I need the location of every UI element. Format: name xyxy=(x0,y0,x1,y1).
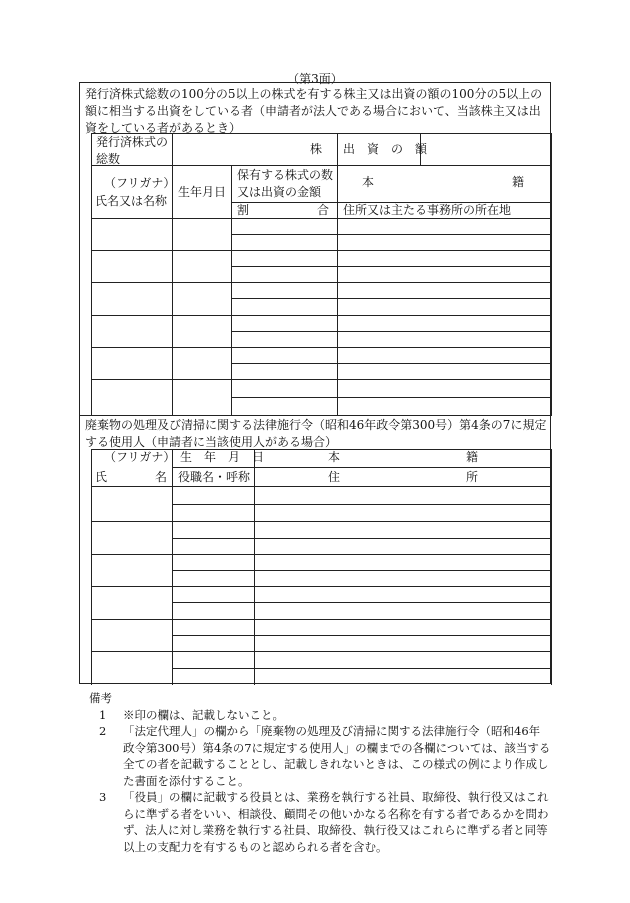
page-label: （第3面） xyxy=(287,72,343,86)
name-label: 氏名又は名称 xyxy=(95,194,168,208)
employee-address-header: 住 所 xyxy=(328,470,478,484)
form-frame xyxy=(79,82,551,684)
capital-label: 出 資 の 額 xyxy=(343,142,428,156)
note-item: 1 ※印の欄は、記載しないこと。 xyxy=(99,707,284,722)
notes-section xyxy=(89,690,551,855)
employee-birthdate-label: 生 年 月 日 xyxy=(180,450,265,464)
address-header: 住所又は主たる事務所の所在地 xyxy=(343,203,512,217)
total-shares-label: 発行済株式の総数 xyxy=(96,135,169,166)
note-item: 3 「役員」の欄に記載する役員とは、業務を執行する社員、取締役、執行役又はこれらに準ずる者をいい、相談役、顧問その他いかなる名称を有する者であるかを問わず、法人に対し業務を執行する社員、取締役、執行役又はこれらに準ずる者と同等以上の支配力を有するものと認められる者を含む。 xyxy=(99,790,549,854)
employee-position-label: 役職名・呼称 xyxy=(178,470,251,484)
holdings-label: 保有する株式の数又は出資の金額 xyxy=(237,168,334,199)
employee-name-header: 氏 名 xyxy=(95,470,167,484)
shareholder-section-heading: 発行済株式総数の100分の5以上の株式を有する株主又は出資の額の100分の5以上の額に相当する出資をしている者（申請者が法人である場合において、当該株主又は出資をしている者があるとき） xyxy=(85,87,543,135)
employee-section-heading: 廃棄物の処理及び清掃に関する法律施行令（昭和46年政令第300号）第4条の7に規定する使用人（申請者に当該使用人がある場合） xyxy=(85,418,547,449)
note-item: 2 「法定代理人」の欄から「廃棄物の処理及び清掃に関する法律施行令（昭和46年政令第300号）第4条の7に規定する使用人」の欄までの各欄については、該当する全ての者を記載することとし、記載しきれないときは、この様式の例により作成した書面を添付すること。 xyxy=(99,724,551,788)
employee-honseki-header: 本 籍 xyxy=(328,450,478,464)
birthdate-label: 生年月日 xyxy=(178,185,227,199)
furigana-label: （フリガナ） xyxy=(104,176,176,190)
notes-title: 備考 xyxy=(89,691,112,705)
employee-furigana-label: （フリガナ） xyxy=(104,450,176,464)
shares-unit: 株 xyxy=(310,142,323,156)
ratio-header: 割 合 xyxy=(237,203,329,217)
honseki-header: 本 籍 xyxy=(362,175,524,189)
